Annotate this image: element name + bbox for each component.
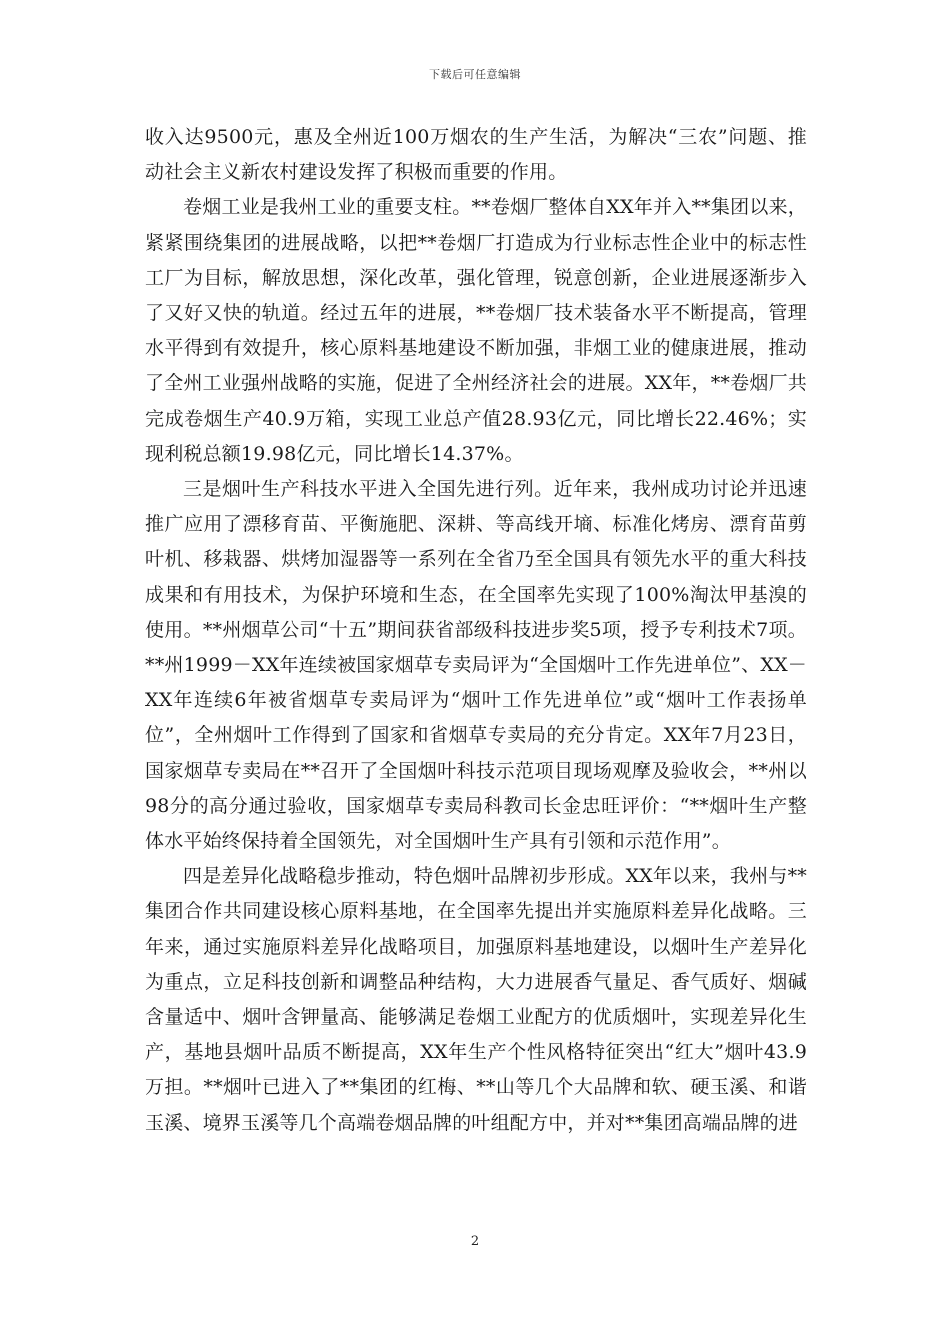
- page-header: 下载后可任意编辑: [429, 68, 521, 81]
- paragraph-cigarette-industry: 卷烟工业是我州工业的重要支柱。**卷烟厂整体自XX年并入**集团以来，紧紧围绕集团的进展战略，以把**卷烟厂打造成为行业标志性企业中的标志性工厂为目标，解放思想，深化改革，强化管理，锐意创新，企业进展逐渐步入了又好又快的轨道。经过五年的进展，**卷烟厂技术装备水平不断提高，管理水平得到有效提升，核心原料基地建设不断加强，非烟工业的健康进展，推动了全州工业强州战略的实施，促进了全州经济社会的进展。XX年，**卷烟厂共完成卷烟生产40.9万箱，实现工业总产值28.93亿元，同比增长22.46%；实现利税总额19.98亿元，同比增长14.37%。: [145, 196, 807, 465]
- paragraph-differentiation-strategy: 四是差异化战略稳步推动，特色烟叶品牌初步形成。XX年以来，我州与**集团合作共同建设核心原料基地，在全国率先提出并实施原料差异化战略。三年来，通过实施原料差异化战略项目，加强原料基地建设，以烟叶生产差异化为重点，立足科技创新和调整品种结构，大力进展香气量足、香气质好、烟碱含量适中、烟叶含钾量高、能够满足卷烟工业配方的优质烟叶，实现差异化生产，基地县烟叶品质不断提高，XX年生产个性风格特征突出“红大”烟叶43.9万担。**烟叶已进入了**集团的红梅、**山等几个大品牌和软、硬玉溪、和谐玉溪、境界玉溪等几个高端卷烟品牌的叶组配方中，并对**集团高端品牌的进: [145, 865, 807, 1134]
- paragraph-continuation: 收入达9500元，惠及全州近100万烟农的生产生活，为解决“三农”问题、推动社会主义新农村建设发挥了积极而重要的作用。: [145, 126, 807, 184]
- document-body: [145, 120, 807, 1141]
- paragraph-technology-level: 三是烟叶生产科技水平进入全国先进行列。近年来，我州成功讨论并迅速推广应用了漂移育苗、平衡施肥、深耕、等高线开墒、标准化烤房、漂育苗剪叶机、移栽器、烘烤加湿器等一系列在全省乃至全国具有领先水平的重大科技成果和有用技术，为保护环境和生态，在全国率先实现了100%淘汰甲基溴的使用。**州烟草公司“十五”期间获省部级科技进步奖5项，授予专利技术7项。**州1999－XX年连续被国家烟草专卖局评为“全国烟叶工作先进单位”、XX－XX年连续6年被省烟草专卖局评为“烟叶工作先进单位”或“烟叶工作表扬单位”，全州烟叶工作得到了国家和省烟草专卖局的充分肯定。XX年7月23日，国家烟草专卖局在**召开了全国烟叶科技示范项目现场观摩及验收会，**州以98分的高分通过验收，国家烟草专卖局科教司长金忠旺评价：“**烟叶生产整体水平始终保持着全国领先，对全国烟叶生产具有引领和示范作用”。: [145, 478, 807, 853]
- page-number: 2: [470, 1234, 480, 1249]
